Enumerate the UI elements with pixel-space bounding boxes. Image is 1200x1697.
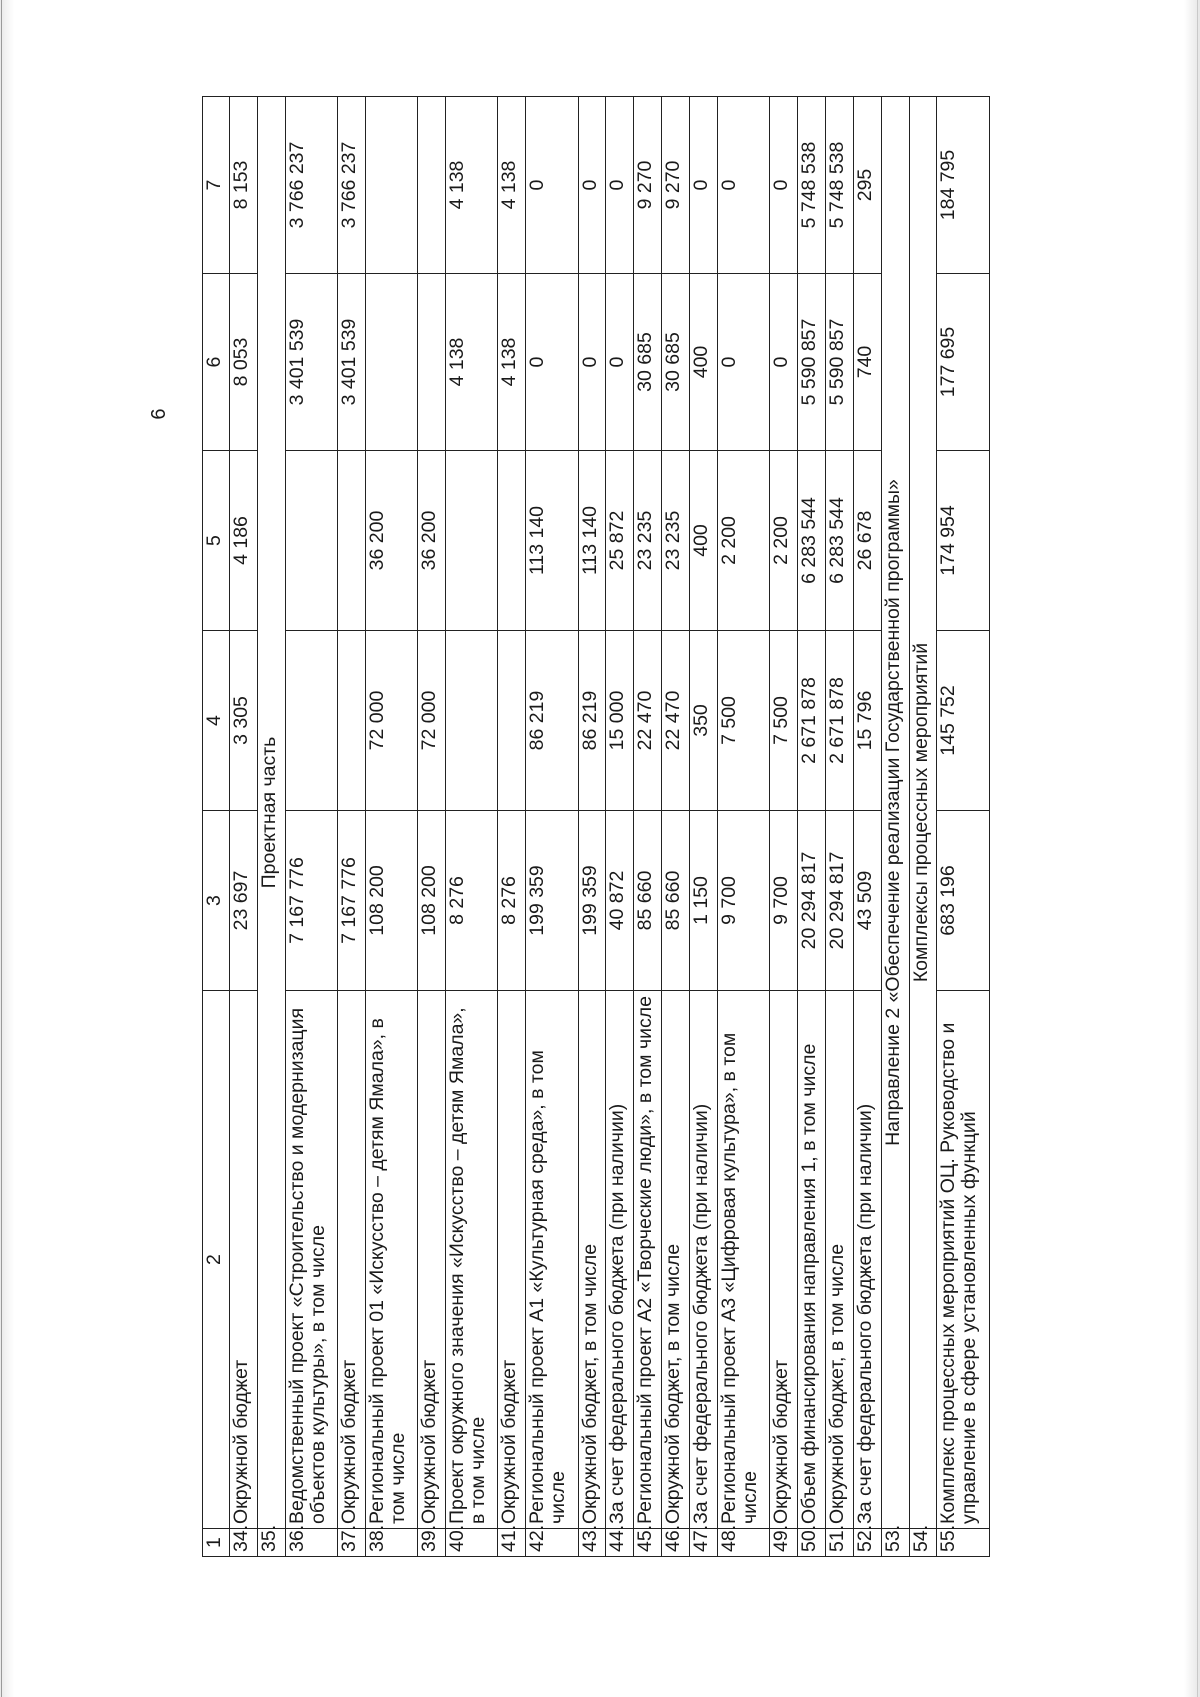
- section-title: Проектная часть: [257, 97, 285, 1529]
- row-number: 41.: [498, 1529, 526, 1557]
- value-cell: 2 671 878: [798, 631, 826, 811]
- row-number: 55.: [937, 1529, 990, 1557]
- value-cell: 9 270: [634, 97, 662, 274]
- row-label: Окружной бюджет: [338, 991, 366, 1529]
- value-cell: 199 359: [578, 811, 606, 991]
- row-label: Окружной бюджет, в том числе: [662, 991, 690, 1529]
- table-row: [418, 97, 446, 1557]
- value-cell: 4 138: [498, 274, 526, 451]
- value-cell: 0: [690, 97, 718, 274]
- row-label: Окружной бюджет: [498, 991, 526, 1529]
- header-row: [203, 97, 230, 1557]
- scan-edge-left: [0, 0, 14, 1697]
- row-number: 35.: [257, 1529, 285, 1557]
- value-cell: 72 000: [365, 631, 417, 811]
- value-cell: [498, 631, 526, 811]
- column-header: 2: [203, 991, 230, 1529]
- row-label: Региональный проект А2 «Творческие люди», в том числе: [634, 991, 662, 1529]
- column-header: 1: [203, 1529, 230, 1557]
- row-number: 48.: [717, 1529, 769, 1557]
- row-label: Окружной бюджет, в том числе: [578, 991, 606, 1529]
- value-cell: 4 186: [230, 451, 258, 631]
- row-label: За счет федерального бюджета (при наличии): [853, 991, 881, 1529]
- value-cell: 20 294 817: [825, 811, 853, 991]
- value-cell: 6 283 544: [798, 451, 826, 631]
- value-cell: 184 795: [937, 97, 990, 274]
- table-row: [526, 97, 578, 1557]
- table-row: [662, 97, 690, 1557]
- value-cell: [338, 451, 366, 631]
- value-cell: 30 685: [662, 274, 690, 451]
- value-cell: [365, 274, 417, 451]
- value-cell: 0: [770, 274, 798, 451]
- value-cell: 350: [690, 631, 718, 811]
- row-label: За счет федерального бюджета (при наличии): [606, 991, 634, 1529]
- row-number: 37.: [338, 1529, 366, 1557]
- value-cell: 0: [578, 97, 606, 274]
- table-row: [853, 97, 881, 1557]
- table-row: [690, 97, 718, 1557]
- row-label: За счет федерального бюджета (при наличии): [690, 991, 718, 1529]
- value-cell: 86 219: [526, 631, 578, 811]
- value-cell: 22 470: [662, 631, 690, 811]
- value-cell: 9 700: [770, 811, 798, 991]
- row-label: Окружной бюджет: [770, 991, 798, 1529]
- row-label: Окружной бюджет: [418, 991, 446, 1529]
- table-row: [937, 97, 990, 1557]
- table-row: [634, 97, 662, 1557]
- row-number: 51.: [825, 1529, 853, 1557]
- value-cell: 85 660: [634, 811, 662, 991]
- value-cell: 3 766 237: [285, 97, 337, 274]
- value-cell: [418, 274, 446, 451]
- row-number: 43.: [578, 1529, 606, 1557]
- value-cell: 3 305: [230, 631, 258, 811]
- value-cell: [498, 451, 526, 631]
- value-cell: 9 270: [662, 97, 690, 274]
- value-cell: 0: [770, 97, 798, 274]
- value-cell: 2 200: [717, 451, 769, 631]
- row-label: Объем финансирования направления 1, в том числе: [798, 991, 826, 1529]
- row-number: 36.: [285, 1529, 337, 1557]
- table-row: [578, 97, 606, 1557]
- value-cell: 400: [690, 274, 718, 451]
- row-number: 54.: [909, 1529, 937, 1557]
- value-cell: 3 401 539: [285, 274, 337, 451]
- value-cell: 3 766 237: [338, 97, 366, 274]
- value-cell: 113 140: [578, 451, 606, 631]
- table-row: [717, 97, 769, 1557]
- value-cell: 0: [526, 97, 578, 274]
- value-cell: 683 196: [937, 811, 990, 991]
- column-header: 5: [203, 451, 230, 631]
- value-cell: 23 235: [634, 451, 662, 631]
- value-cell: 20 294 817: [798, 811, 826, 991]
- section-row: [909, 97, 937, 1557]
- row-label: Окружной бюджет: [230, 991, 258, 1529]
- value-cell: 8 153: [230, 97, 258, 274]
- column-header: 7: [203, 97, 230, 274]
- value-cell: 5 590 857: [798, 274, 826, 451]
- row-label: Региональный проект 01 «Искусство – детям Ямала», в том числе: [365, 991, 417, 1529]
- row-number: 53.: [881, 1529, 909, 1557]
- value-cell: 0: [606, 274, 634, 451]
- table-row: [285, 97, 337, 1557]
- row-number: 38.: [365, 1529, 417, 1557]
- scan-border-line: [1197, 0, 1198, 1697]
- value-cell: 7 167 776: [285, 811, 337, 991]
- value-cell: 740: [853, 274, 881, 451]
- value-cell: 8 276: [446, 811, 498, 991]
- value-cell: 5 748 538: [798, 97, 826, 274]
- row-number: 40.: [446, 1529, 498, 1557]
- value-cell: [418, 97, 446, 274]
- section-title: Направление 2 «Обеспечение реализации Государственной программы»: [881, 97, 909, 1529]
- value-cell: 7 167 776: [338, 811, 366, 991]
- value-cell: 0: [717, 274, 769, 451]
- value-cell: 7 500: [770, 631, 798, 811]
- value-cell: 199 359: [526, 811, 578, 991]
- row-number: 34.: [230, 1529, 258, 1557]
- value-cell: 2 200: [770, 451, 798, 631]
- value-cell: 108 200: [365, 811, 417, 991]
- value-cell: 23 235: [662, 451, 690, 631]
- table-row: [338, 97, 366, 1557]
- value-cell: 2 671 878: [825, 631, 853, 811]
- value-cell: 36 200: [365, 451, 417, 631]
- row-number: 42.: [526, 1529, 578, 1557]
- value-cell: [338, 631, 366, 811]
- value-cell: 0: [717, 97, 769, 274]
- value-cell: 177 695: [937, 274, 990, 451]
- row-number: 46.: [662, 1529, 690, 1557]
- value-cell: 400: [690, 451, 718, 631]
- row-label: Окружной бюджет, в том числе: [825, 991, 853, 1529]
- scan-border-line: [1, 0, 2, 1697]
- value-cell: 4 138: [498, 97, 526, 274]
- value-cell: 7 500: [717, 631, 769, 811]
- value-cell: 108 200: [418, 811, 446, 991]
- value-cell: 145 752: [937, 631, 990, 811]
- value-cell: 8 053: [230, 274, 258, 451]
- table-row: [498, 97, 526, 1557]
- value-cell: [285, 631, 337, 811]
- row-label: Комплекс процессных мероприятий ОЦ. Руководство и управление в сфере установленных функций: [937, 991, 990, 1529]
- value-cell: 26 678: [853, 451, 881, 631]
- value-cell: 30 685: [634, 274, 662, 451]
- value-cell: 36 200: [418, 451, 446, 631]
- value-cell: 43 509: [853, 811, 881, 991]
- table-body: [230, 97, 990, 1557]
- value-cell: 6 283 544: [825, 451, 853, 631]
- table-row: [606, 97, 634, 1557]
- row-number: 50.: [798, 1529, 826, 1557]
- value-cell: 25 872: [606, 451, 634, 631]
- table-row: [365, 97, 417, 1557]
- value-cell: 8 276: [498, 811, 526, 991]
- value-cell: 72 000: [418, 631, 446, 811]
- table-row: [230, 97, 258, 1557]
- section-row: [257, 97, 285, 1557]
- value-cell: 86 219: [578, 631, 606, 811]
- column-header: 4: [203, 631, 230, 811]
- value-cell: 40 872: [606, 811, 634, 991]
- table-row: [825, 97, 853, 1557]
- value-cell: 174 954: [937, 451, 990, 631]
- section-title: Комплексы процессных мероприятий: [909, 97, 937, 1529]
- row-number: 45.: [634, 1529, 662, 1557]
- value-cell: 113 140: [526, 451, 578, 631]
- row-label: Региональный проект А3 «Цифровая культура», в том числе: [717, 991, 769, 1529]
- row-label: Ведомственный проект «Строительство и модернизация объектов культуры», в том числе: [285, 991, 337, 1529]
- row-number: 49.: [770, 1529, 798, 1557]
- row-label: Региональный проект А1 «Культурная среда», в том числе: [526, 991, 578, 1529]
- value-cell: 23 697: [230, 811, 258, 991]
- value-cell: 9 700: [717, 811, 769, 991]
- column-header: 3: [203, 811, 230, 991]
- value-cell: [446, 451, 498, 631]
- value-cell: [365, 97, 417, 274]
- value-cell: 0: [578, 274, 606, 451]
- column-header: 6: [203, 274, 230, 451]
- value-cell: 4 138: [446, 274, 498, 451]
- page-number: 6: [148, 408, 170, 420]
- table-row: [798, 97, 826, 1557]
- row-label: Проект окружного значения «Искусство – детям Ямала», в том числе: [446, 991, 498, 1529]
- table-row: [770, 97, 798, 1557]
- value-cell: 85 660: [662, 811, 690, 991]
- value-cell: 3 401 539: [338, 274, 366, 451]
- table-row: [446, 97, 498, 1557]
- row-number: 47.: [690, 1529, 718, 1557]
- value-cell: 1 150: [690, 811, 718, 991]
- value-cell: 15 000: [606, 631, 634, 811]
- rotated-table-container: [202, 97, 990, 1557]
- section-row: [881, 97, 909, 1557]
- value-cell: 4 138: [446, 97, 498, 274]
- value-cell: 22 470: [634, 631, 662, 811]
- value-cell: 5 748 538: [825, 97, 853, 274]
- value-cell: [446, 631, 498, 811]
- row-number: 39.: [418, 1529, 446, 1557]
- value-cell: 15 796: [853, 631, 881, 811]
- row-number: 52.: [853, 1529, 881, 1557]
- budget-table: [202, 96, 990, 1557]
- value-cell: 295: [853, 97, 881, 274]
- row-number: 44.: [606, 1529, 634, 1557]
- value-cell: [285, 451, 337, 631]
- value-cell: 0: [606, 97, 634, 274]
- value-cell: 5 590 857: [825, 274, 853, 451]
- value-cell: 0: [526, 274, 578, 451]
